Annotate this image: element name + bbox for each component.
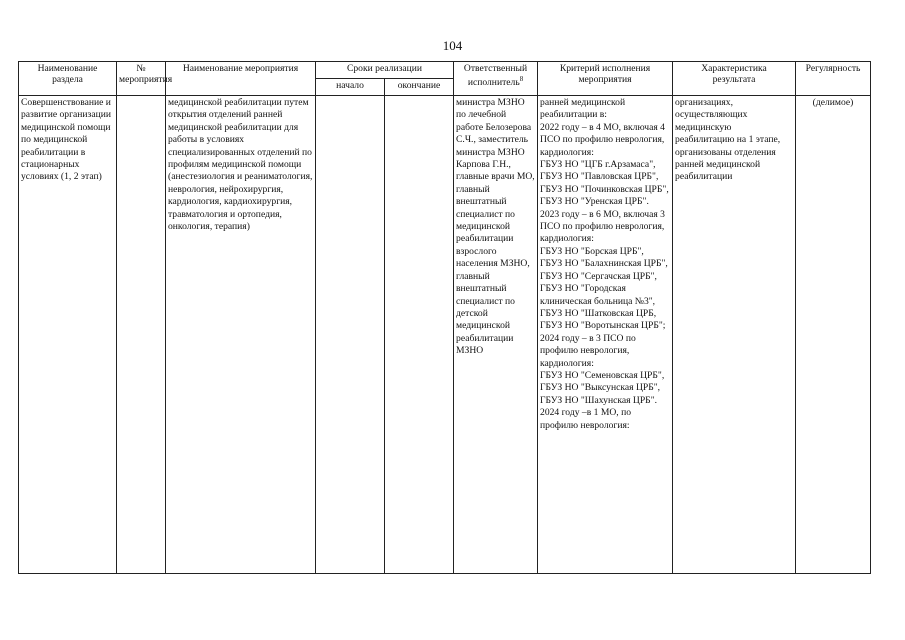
cell-result: организациях, осуществляющих медицинскую реабилитацию на 1 этапе, организованы отделения ранней медицинской реабилитации — [673, 96, 796, 574]
header-number: № мероприятия — [117, 62, 166, 96]
header-result: Характеристика результата — [673, 62, 796, 96]
activity-plan-table — [18, 61, 871, 574]
cell-regularity: (делимое) — [796, 96, 871, 574]
header-start: начало — [316, 79, 385, 96]
cell-criterion: ранней медицинской реабилитации в: 2022 году – в 4 МО, включая 4 ПСО по профилю неврология, кардиология: ГБУЗ НО "ЦГБ г.Арзамаса", ГБУЗ НО "Павловская ЦРБ", ГБУЗ НО "Починковская ЦРБ", ГБУЗ НО "Уренская ЦРБ". 2023 году – в 6 МО, включая 3 ПСО по профилю неврология, кардиология: ГБУЗ НО "Борская ЦРБ", ГБУЗ НО "Балахнинская ЦРБ", ГБУЗ НО "Сергачская ЦРБ", ГБУЗ НО "Городская клиническая больница №3", ГБУЗ НО "Шатковская ЦРБ, ГБУЗ НО "Воротынская ЦРБ"; 2024 году – в 3 ПСО по профилю неврология, кардиология: ГБУЗ НО "Семеновская ЦРБ", ГБУЗ НО "Выксунская ЦРБ", ГБУЗ НО "Шахунская ЦРБ". 2024 году –в 1 МО, по профилю неврология: — [538, 96, 673, 574]
cell-activity-name: медицинской реабилитации путем открытия отделений ранней медицинской реабилитации для работы в условиях специализированных отделений по профилям медицинской помощи (анестезиология и реаниматология, неврология, нейрохирургия, кардиология, кардиохирургия, травматология и ортопедия, онкология, терапия) — [166, 96, 316, 574]
cell-responsible: министра МЗНО по лечебной работе Белозерова С.Ч., заместитель министра МЗНО Карпова Г.Н., главные врачи МО, главный внештатный специалист по медицинской реабилитации взрослого населения МЗНО, главный внештатный специалист по детской медицинской реабилитации МЗНО — [454, 96, 538, 574]
header-timeline: Сроки реализации — [316, 62, 454, 79]
table-header-row — [19, 62, 871, 79]
page-number: 104 — [442, 38, 463, 53]
cell-number — [117, 96, 166, 574]
header-responsible: Ответственный исполнитель$^8$ — [454, 62, 538, 96]
cell-start — [316, 96, 385, 574]
header-regularity: Регулярность — [796, 62, 871, 96]
header-criterion: Критерий исполнения мероприятия — [538, 62, 673, 96]
header-section-name: Наименование раздела — [19, 62, 117, 96]
cell-section-name: Совершенствование и развитие организации медицинской помощи по медицинской реабилитации в стационарных условиях (1, 2 этап) — [19, 96, 117, 574]
footnote-mark: 8 — [519, 75, 524, 83]
cell-end — [385, 96, 454, 574]
table-row — [19, 96, 871, 574]
header-end: окончание — [385, 79, 454, 96]
header-activity-name: Наименование мероприятия — [166, 62, 316, 96]
